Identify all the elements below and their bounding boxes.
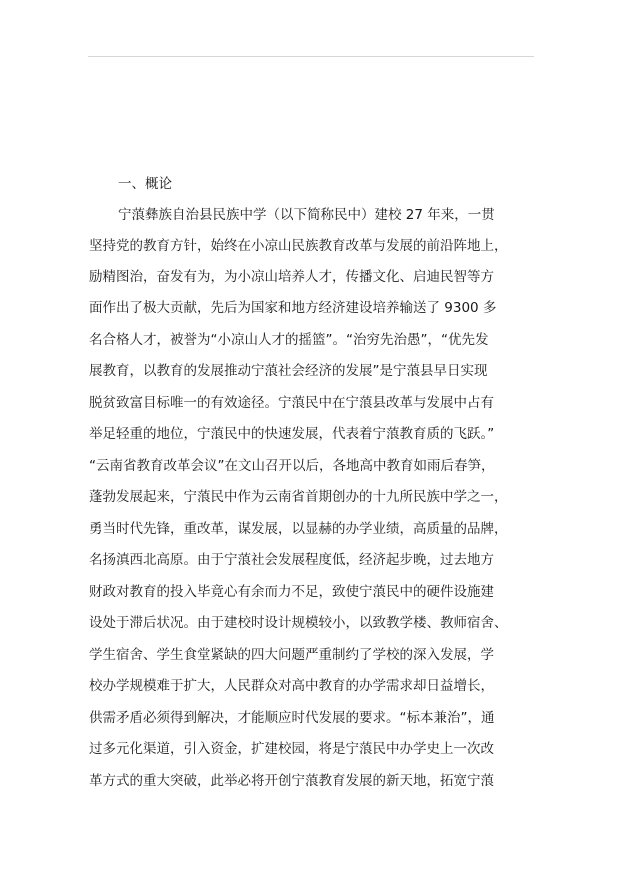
- paragraph-line: 励精图治，奋发有为，为小凉山培养人才，传播文化、启迪民智等方: [89, 269, 494, 285]
- paragraph-line: 过多元化渠道，引入资金，扩建校园，将是宁蒗民中办学史上一次改: [89, 741, 494, 757]
- paragraph-line: 蓬勃发展起来，宁蒗民中作为云南省首期创办的十九所民族中学之一，: [89, 489, 508, 505]
- header-rule: [88, 56, 534, 57]
- paragraph-line: 坚持党的教育方针，始终在小凉山民族教育改革与发展的前沿阵地上，: [89, 238, 508, 254]
- paragraph-line: 宁蒗彝族自治县民族中学（以下简称民中）建校 27 年来，一贯: [118, 207, 495, 223]
- paragraph-line: 供需矛盾必须得到解决，才能顺应时代发展的要求。“标本兼治”，通: [89, 710, 495, 726]
- paragraph-line: 财政对教育的投入毕竟心有余而力不足，致使宁蒗民中的硬件设施建: [89, 584, 494, 600]
- paragraph-line: 展教育，以教育的发展推动宁蒗社会经济的发展”是宁蒗县早日实现: [89, 363, 488, 379]
- paragraph-line: 名扬滇西北高原。由于宁蒗社会发展程度低，经济起步晚，过去地方: [89, 552, 494, 568]
- paragraph-line: 面作出了极大贡献，先后为国家和地方经济建设培养输送了 9300 多: [89, 300, 497, 316]
- paragraph-line: 名合格人才，被誉为“小凉山人才的摇篮”。“治穷先治愚”，“优先发: [89, 332, 489, 348]
- paragraph-line: 举足轻重的地位，宁蒗民中的快速发展，代表着宁蒗教育质的飞跃。”: [89, 426, 495, 442]
- paragraph-line: 学生宿舍、学生食堂紧缺的四大问题严重制约了学校的深入发展，学: [89, 647, 494, 663]
- paragraph-line: 革方式的重大突破，此举必将开创宁蒗教育发展的新天地，拓宽宁蒗: [89, 773, 494, 789]
- paragraph-line: “云南省教育改革会议”在文山召开以后，各地高中教育如雨后春笋，: [89, 458, 495, 474]
- paragraph-line: 校办学规模难于扩大，人民群众对高中教育的办学需求却日益增长，: [89, 678, 494, 694]
- paragraph-line: 脱贫致富目标唯一的有效途径。宁蒗民中在宁蒗县改革与发展中占有: [89, 395, 494, 411]
- paragraph-line: 设处于滞后状况。由于建校时设计规模较小，以致教学楼、教师宿舍、: [89, 615, 508, 631]
- paragraph-line: 勇当时代先锋，重改革，谋发展，以显赫的办学业绩，高质量的品牌，: [89, 521, 508, 537]
- section-heading: 一、概论: [118, 176, 172, 192]
